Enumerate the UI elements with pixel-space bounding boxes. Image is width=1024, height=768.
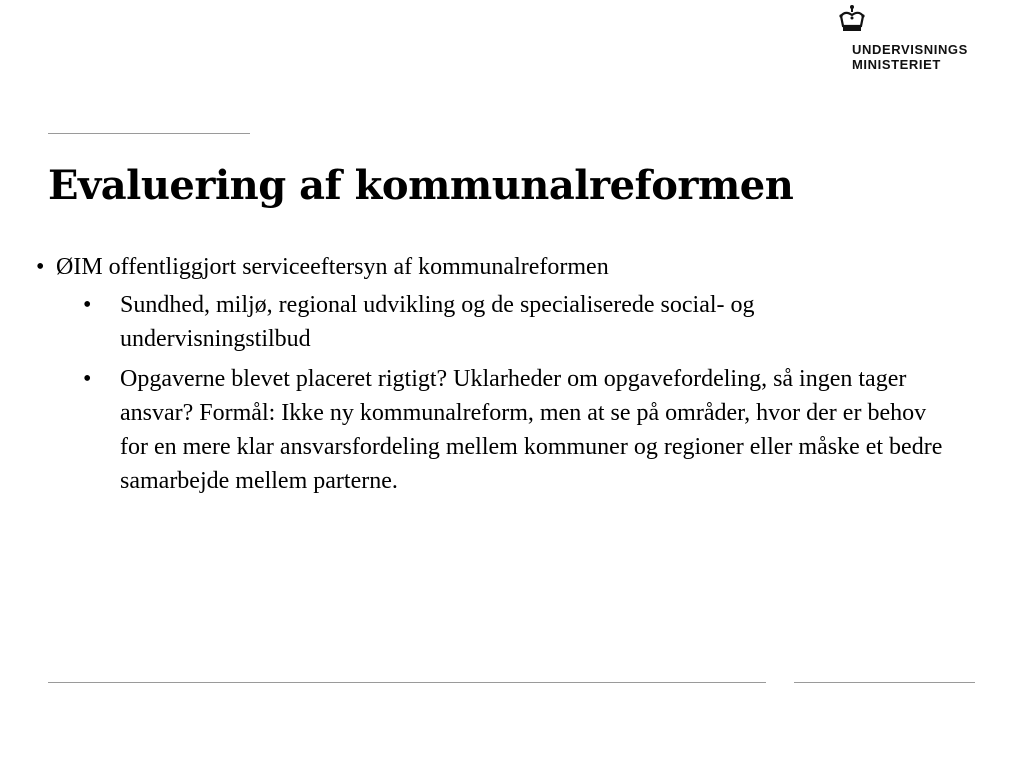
top-divider bbox=[48, 133, 250, 134]
bullet-item-1-text: ØIM offentliggjort serviceeftersyn af kommunalreformen bbox=[56, 254, 609, 280]
slide-title: Evaluering af kommunalreformen bbox=[48, 162, 794, 209]
ministry-logo bbox=[836, 4, 986, 74]
ministry-name bbox=[852, 42, 968, 72]
ministry-name-line2: MINISTERIET bbox=[852, 57, 941, 72]
sub-bullet-item-1 bbox=[83, 288, 976, 356]
bullet-item-1 bbox=[36, 252, 976, 282]
sub-bullet-item-2-text: Opgaverne blevet placeret rigtigt? Uklarheder om opgavefordeling, så ingen tager ansvar? Formål: Ikke ny kommunalreform, men at se på områder, hvor der er behov for en mere klar ansvarsfordeling mellem kommuner og regioner eller måske et bedre samarbejde mellem parterne. bbox=[120, 366, 943, 494]
sub-bullet-item-1-text: Sundhed, miljø, regional udvikling og de specialiserede social- og undervisningstilbud bbox=[120, 292, 755, 352]
ministry-name-line1: UNDERVISNINGS bbox=[852, 42, 968, 57]
slide-content bbox=[36, 252, 976, 498]
bullet-icon: • bbox=[36, 254, 45, 280]
sub-bullet-item-2 bbox=[83, 362, 976, 498]
footer-divider-left bbox=[48, 682, 766, 683]
crown-icon bbox=[836, 4, 868, 36]
bullet-icon: • bbox=[83, 292, 92, 318]
footer-divider-right bbox=[794, 682, 975, 683]
bullet-icon: • bbox=[83, 366, 92, 392]
